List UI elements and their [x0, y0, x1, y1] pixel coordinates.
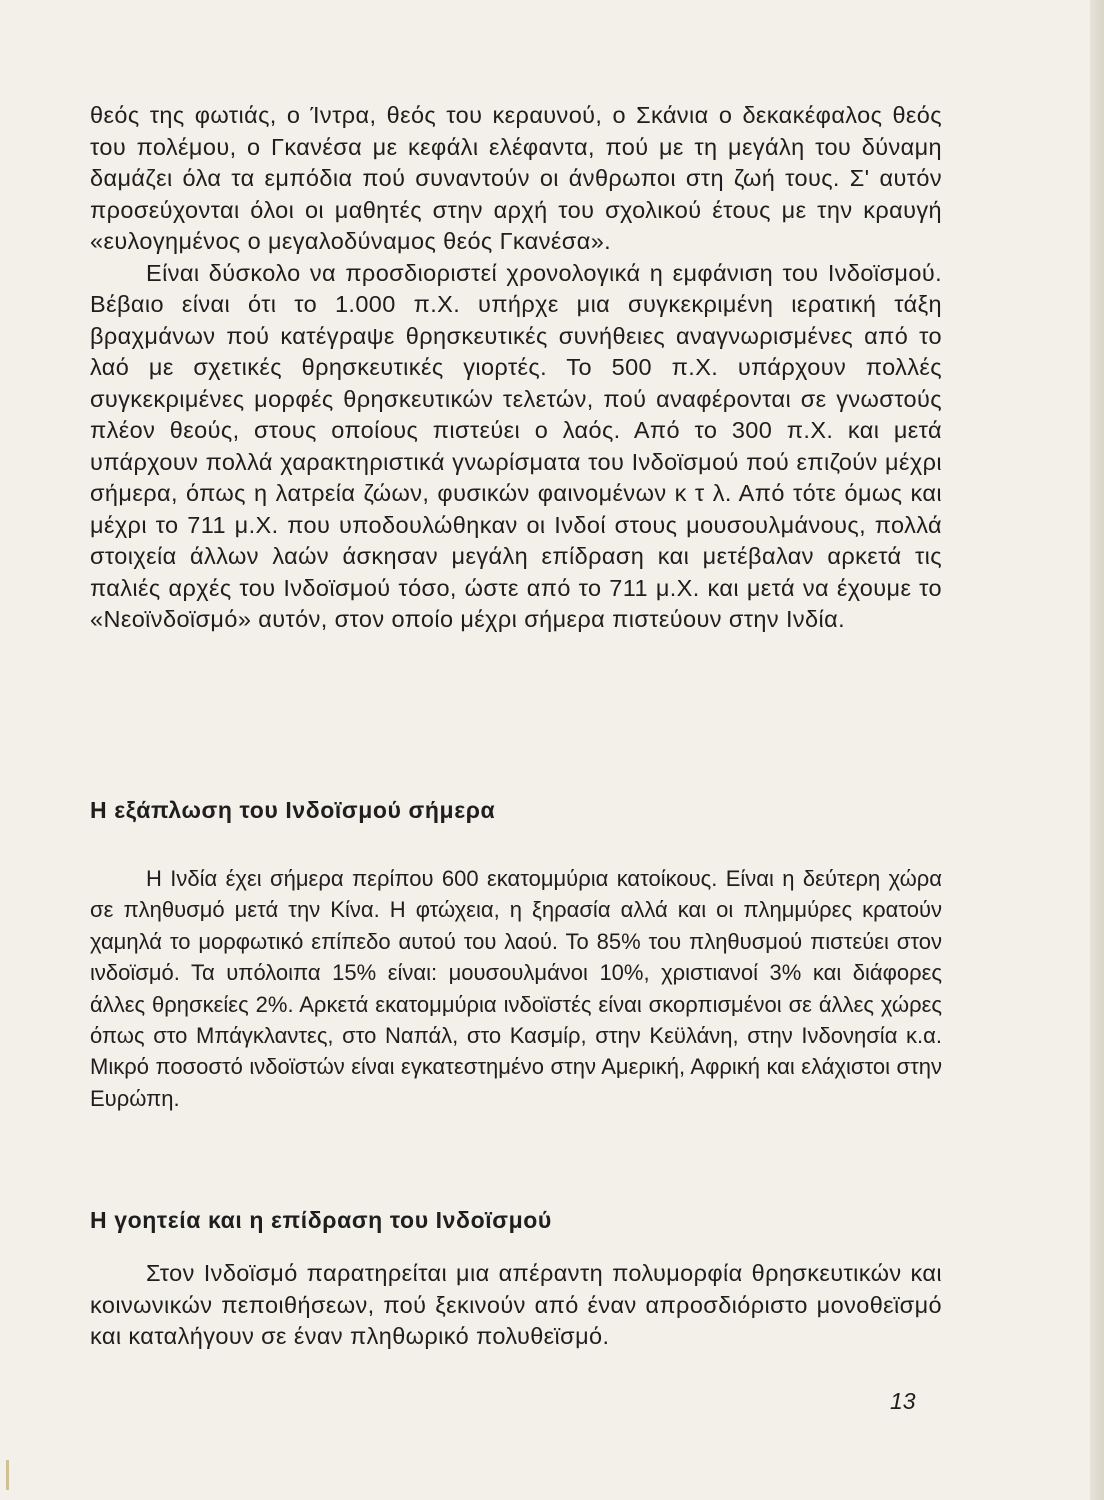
spine-mark — [6, 1460, 9, 1490]
page-edge — [1090, 0, 1104, 1500]
paragraph-charm: Στον Ινδοϊσμό παρατηρείται μια απέραντη πολυμορφία θρησκευτικών και κοινωνικών πεποιθήσεων, πού ξεκινούν από έναν απροσδιόριστο μονοθεϊσμό και καταλήγουν σε έναν πληθωρικό πολυθεϊσμό. — [90, 1260, 942, 1349]
charm-section — [90, 1258, 942, 1353]
spread-section — [90, 863, 942, 1114]
section-heading-spread: Η εξάπλωση του Ινδοϊσμού σήμερα — [90, 797, 496, 823]
intro-section — [90, 100, 942, 636]
section-heading-charm: Η γοητεία και η επίδραση του Ινδοϊσμού — [90, 1207, 552, 1233]
page-number: 13 — [890, 1388, 916, 1414]
paragraph-history: Είναι δύσκολο να προσδιοριστεί χρονολογικά η εμφάνιση του Ινδοϊσμού. Βέβαιο είναι ότι το 1.000 π.Χ. υπήρχε μια συγκεκριμένη ιερατική τάξη βραχμάνων πού κατέγραψε θρησκευτικές συνήθειες αναγνωρισμένες από το λαό με σχετικές θρησκευτικές γιορτές. Το 500 π.Χ. υπάρχουν πολλές συγκεκριμένες μορφές θρησκευτικών τελετών, πού αναφέρονται σε γνωστούς πλέον θεούς, στους οποίους πιστεύει ο λαός. Από το 300 π.Χ. και μετά υπάρχουν πολλά χαρακτηριστικά γνωρίσματα του Ινδοϊσμού πού επιζούν μέχρι σήμερα, όπως η λατρεία ζώων, φυσικών φαινομένων κ τ λ. Από τότε όμως και μέχρι το 711 μ.Χ. που υποδουλώθηκαν οι Ινδοί στους μουσουλμάνους, πολλά στοιχεία άλλων λαών άσκησαν μεγάλη επίδραση και μετέβαλαν αρκετά τις παλιές αρχές του Ινδοϊσμού τόσο, ώστε από το 711 μ.Χ. και μετά να έχουμε το «Νεοϊνδοϊσμό» αυτόν, στον οποίο μέχρι σήμερα πιστεύουν στην Ινδία. — [90, 259, 942, 632]
paragraph-gods: θεός της φωτιάς, ο Ίντρα, θεός του κεραυνού, ο Σκάνια ο δεκακέφαλος θεός του πολέμου, ο Γκανέσα με κεφάλι ελέφαντα, πού με τη μεγάλη του δύναμη δαμάζει όλα τα εμπόδια πού συναντούν οι άνθρωποι στη ζωή τους. Σ' αυτόν προσεύχονται όλοι οι μαθητές στην αρχή του σχολικού έτους με την κραυγή «ευλογημένος ο μεγαλοδύναμος θεός Γκανέσα». — [90, 102, 942, 254]
paragraph-spread: Η Ινδία έχει σήμερα περίπου 600 εκατομμύρια κατοίκους. Είναι η δεύτερη χώρα σε πληθυσμό μετά την Κίνα. Η φτώχεια, η ξηρασία αλλά και οι πλημμύρες κρατούν χαμηλά το μορφωτικό επίπεδο αυτού του λαού. Το 85% του πληθυσμού πιστεύει στον ινδοϊσμό. Τα υπόλοιπα 15% είναι: μουσουλμάνοι 10%, χριστιανοί 3% και διάφορες άλλες θρησκείες 2%. Αρκετά εκατομμύρια ινδοϊστές είναι σκορπισμένοι σε άλλες χώρες όπως στο Μπάγκλαντες, στο Ναπάλ, στο Κασμίρ, στην Κεϋλάνη, στην Ινδονησία κ.α. Μικρό ποσοστό ινδοϊστών είναι εγκατεστημένο στην Αμερική, Αφρική και ελάχιστοι στην Ευρώπη. — [90, 866, 942, 1111]
